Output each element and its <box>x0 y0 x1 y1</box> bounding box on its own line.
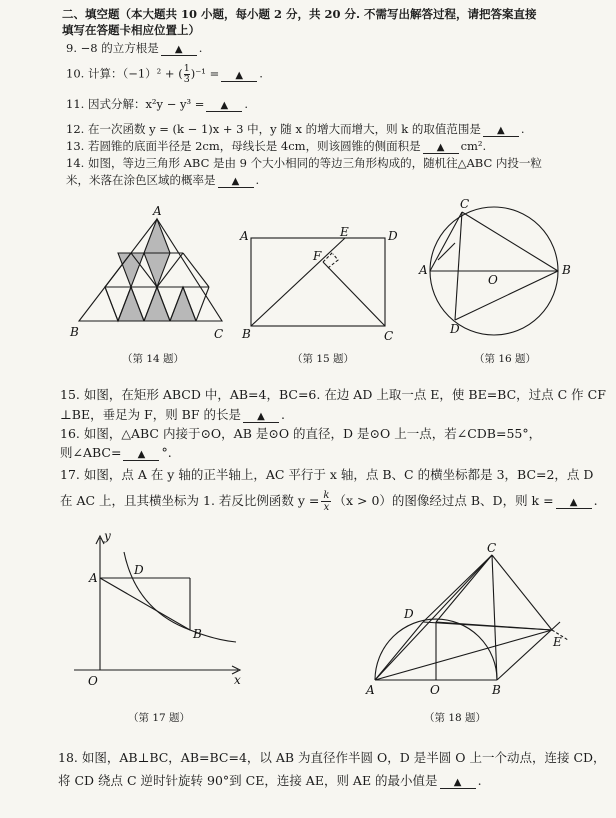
fig15-label-E: E <box>340 225 349 239</box>
fig18-semicircle <box>375 619 497 680</box>
q13-text: 13. 若圆锥的底面半径是 2cm，母线长是 4cm，则该圆锥的侧面积是 <box>66 139 421 153</box>
fig15-label-C: C <box>384 329 394 343</box>
fig18-label-C: C <box>487 541 497 555</box>
section-header-line1: 二、填空题（本大题共 10 小题，每小题 2 分，共 20 分. 不需写出解答过程，请把答案直接 <box>62 7 537 21</box>
fig15-label-F: F <box>313 249 322 263</box>
fig18-label-D: D <box>404 607 414 621</box>
blank-marker: ▲ <box>231 176 240 187</box>
q13-answer-blank[interactable] <box>423 139 459 154</box>
fig15-caption: （第 15 题） <box>292 353 355 365</box>
question-14-line1: 14. 如图，等边三角形 ABC 是由 9 个大小相同的等边三角形构成的，随机往△ABC 内投一粒 <box>66 156 542 170</box>
q13-unit: cm². <box>460 139 487 153</box>
q11-answer-blank[interactable] <box>206 97 242 112</box>
fig18-label-O: O <box>430 683 440 697</box>
fig15-label-B: B <box>242 327 251 341</box>
q17-text-b: 在 AC 上，且其横坐标为 1. 若反比例函数 y = <box>60 493 320 508</box>
question-18-line2: 将 CD 绕点 C 逆时针旋转 90°到 CE，连接 AE，则 AE 的最小值是 ▲ . <box>58 773 482 788</box>
q16-unit: °. <box>161 445 172 460</box>
section-header-line2: 填写在答题卡相应位置上） <box>62 23 200 37</box>
blank-marker: ▲ <box>257 411 265 422</box>
fig17-label-A: A <box>89 571 98 585</box>
question-14-line2: 米，米落在涂色区域的概率是 ▲ . <box>66 173 260 187</box>
blank-marker: ▲ <box>569 497 578 508</box>
q10-answer-blank[interactable] <box>221 67 257 82</box>
fig16-label-O: O <box>488 273 498 287</box>
question-15-line2: ⊥BE，垂足为 F，则 BF 的长是 ▲ . <box>60 407 286 422</box>
question-16-line1: 16. 如图，△ABC 内接于⊙O，AB 是⊙O 的直径，D 是⊙O 上一点，若∠CDB=55°， <box>60 426 542 441</box>
fig14-label-A: A <box>153 204 162 218</box>
q18-text: 将 CD 绕点 C 逆时针旋转 90°到 CE，连接 AE，则 AE 的最小值是 <box>58 773 438 788</box>
q15-answer-blank[interactable] <box>243 407 279 423</box>
q12-answer-blank[interactable] <box>483 122 519 137</box>
q10-fraction: $\frac{1}{3}$ <box>183 63 190 85</box>
fig14-caption: （第 14 题） <box>122 353 185 365</box>
fig15-label-A: A <box>240 229 249 243</box>
fig14-shaded-bl <box>118 287 144 321</box>
fig14-shaded-br <box>170 287 196 321</box>
question-16-line2 <box>60 443 172 461</box>
q15-text: ⊥BE，垂足为 F，则 BF 的长是 <box>60 407 242 422</box>
question-15-line1: 15. 如图，在矩形 ABCD 中，AB=4，BC=6. 在边 AD 上取一点 E，使 BE=BC，过点 C 作 CF <box>60 387 606 402</box>
fig17-label-y: y <box>104 529 111 543</box>
fig18-label-A: A <box>366 683 375 697</box>
blank-marker: ▲ <box>235 69 244 81</box>
fig16-label-D: D <box>450 322 460 336</box>
q17-answer-blank[interactable] <box>556 493 592 509</box>
question-12: 12. 在一次函数 y = (k − 1)x + 3 中，y 随 x 的增大而增大，则 k 的取值范围是 ▲ . <box>66 122 525 136</box>
fig14-label-B: B <box>70 325 79 339</box>
fig14-shaded-top <box>144 219 170 253</box>
blank-marker: ▲ <box>453 777 462 788</box>
question-18-line1: 18. 如图，AB⊥BC，AB=BC=4，以 AB 为直径作半圆 O，D 是半圆 O 上一个动点，连接 CD， <box>58 750 606 765</box>
fig14-shaded-left-inv <box>118 253 144 287</box>
question-13 <box>66 138 486 154</box>
blank-marker: ▲ <box>436 142 445 153</box>
fig17-label-D: D <box>134 563 144 577</box>
question-17-line2: 在 AC 上，且其横坐标为 1. 若反比例函数 y = $\frac{k}{x}$ （x > 0）的图像经过点 B、D，则 k = ▲ . <box>60 490 598 513</box>
blank-marker: ▲ <box>174 44 183 55</box>
question-10: 10. 计算：（−1）² + ( $\frac{1}{3}$ )⁻¹ = ▲ . <box>66 63 263 85</box>
fig14-label-C: C <box>214 327 224 341</box>
question-9: 9. −8 的立方根是 ▲ . <box>66 41 203 55</box>
q17-fraction: $\frac{k}{x}$ <box>323 490 330 513</box>
fig16-label-C: C <box>460 197 470 211</box>
fig14-shaded-bm <box>144 287 170 321</box>
q9-text: 9. −8 的立方根是 <box>66 41 159 55</box>
fig14-shaded-mid-inv <box>144 253 170 287</box>
q14-text: 米，米落在涂色区域的概率是 <box>66 173 216 187</box>
fig17-caption: （第 17 题） <box>128 712 191 724</box>
q17-text-c: （x > 0）的图像经过点 B、D，则 k = <box>333 493 554 508</box>
question-11: 11. 因式分解：x²y − y³ = ▲ . <box>66 97 249 111</box>
blank-marker: ▲ <box>497 125 505 136</box>
fig16-label-B: B <box>562 263 571 277</box>
fig17-label-x: x <box>234 673 241 687</box>
fig17-label-B: B <box>193 627 202 641</box>
blank-marker: ▲ <box>137 449 146 460</box>
q12-text: 12. 在一次函数 y = (k − 1)x + 3 中，y 随 x 的增大而增大，则 k 的取值范围是 <box>66 122 481 136</box>
q10-text-a: 10. 计算：（−1）² + ( <box>66 66 183 81</box>
fig16-label-A: A <box>419 263 428 277</box>
question-17-line1: 17. 如图，点 A 在 y 轴的正半轴上，AC 平行于 x 轴，点 B、C 的横坐标都是 3，BC=2，点 D <box>60 467 594 482</box>
q18-answer-blank[interactable] <box>440 773 476 789</box>
fig15-label-D: D <box>388 229 398 243</box>
q9-answer-blank[interactable] <box>161 41 197 56</box>
q16-answer-blank[interactable] <box>123 445 159 461</box>
q14-answer-blank[interactable] <box>218 173 254 188</box>
fig18-label-E: E <box>553 635 562 649</box>
fig17-hyperbola <box>124 552 236 642</box>
q10-text-b: )⁻¹ = <box>190 66 220 81</box>
q11-text: 11. 因式分解：x²y − y³ = <box>66 97 205 111</box>
fig18-label-B: B <box>492 683 501 697</box>
q16-text: 则∠ABC= <box>60 445 122 460</box>
fig16-caption: （第 16 题） <box>474 353 537 365</box>
fig17-label-O: O <box>88 674 98 688</box>
fig18-caption: （第 18 题） <box>424 712 487 724</box>
blank-marker: ▲ <box>220 100 229 111</box>
